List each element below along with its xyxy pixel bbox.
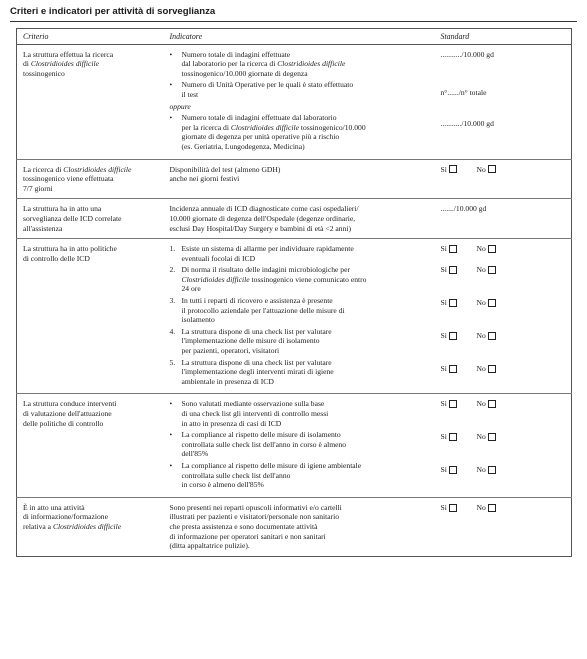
no-checkbox[interactable] (488, 266, 496, 274)
standard-cell (435, 394, 572, 497)
table-row-7-7 (17, 159, 572, 199)
standard-cell (435, 159, 572, 199)
yes-no-choice: Sì No (441, 465, 566, 475)
standard-value: .........../10.000 gd (440, 118, 494, 128)
indicatore-cell: Disponibilità del test (almeno GDH) anche nei giorni festivi (164, 159, 435, 199)
yes-checkbox[interactable] (449, 245, 457, 253)
standard-cell (435, 239, 572, 394)
no-checkbox[interactable] (488, 332, 496, 340)
yes-no-choice: Sì No (441, 432, 566, 442)
yes-no-choice: Sì No (441, 399, 566, 409)
table-row-informazione (17, 497, 572, 556)
standard-value: n°....../n° totale (440, 87, 487, 97)
header-criterio: Criterio (17, 29, 164, 45)
yes-checkbox[interactable] (449, 299, 457, 307)
yes-checkbox[interactable] (449, 266, 457, 274)
yes-no-choice: Sì No (441, 331, 566, 341)
standard-cell (435, 497, 572, 556)
list-item: • La compliance al rispetto delle misure di igiene ambientale controllata sulle check list dell'anno in corso è almeno dell'85% (169, 460, 362, 490)
table-row-sorveglianza (17, 199, 572, 239)
title-rule (10, 21, 577, 22)
criteria-table (16, 28, 572, 557)
yes-checkbox[interactable] (449, 504, 457, 512)
criterio-cell: È in atto una attività di informazione/formazione relativa a Clostridioides difficile (17, 497, 164, 556)
no-checkbox[interactable] (488, 165, 496, 173)
yes-checkbox[interactable] (449, 400, 457, 408)
no-checkbox[interactable] (488, 400, 496, 408)
yes-checkbox[interactable] (449, 466, 457, 474)
list-item: • Sono valutati mediante osservazione sulla base di una check list gli interventi di controllo messi in atto in presenza di casi di ICD (169, 399, 329, 428)
no-checkbox[interactable] (488, 504, 496, 512)
indicatore-cell (164, 394, 435, 497)
yes-no-choice: Sì No (441, 165, 566, 175)
criterio-cell: La struttura effettua la ricerca di Clostridioides difficile tossinogenico (17, 44, 164, 159)
yes-no-choice: Sì No (441, 364, 566, 374)
no-checkbox[interactable] (488, 365, 496, 373)
criterio-cell: La struttura conduce interventi di valutazione dell'attuazione delle politiche di controllo (17, 394, 164, 497)
list-item: • La compliance al rispetto delle misure di isolamento controllata sulle check list dell'anno in corso è almeno dell'85% (169, 430, 347, 459)
yes-checkbox[interactable] (449, 165, 457, 173)
yes-no-choice: Sì No (441, 244, 566, 254)
indicatore-cell: Incidenza annuale di ICD diagnosticate come casi ospedalieri/ 10.000 giornate di degenza dell'Ospedale (degenze ordinarie, esclusi Day Hospital/Day Surgery e bambini di età <2 anni) (164, 199, 435, 239)
indicatore-cell (164, 44, 435, 159)
no-checkbox[interactable] (488, 466, 496, 474)
yes-no-choice: Sì No (441, 265, 566, 275)
table-row-politiche (17, 239, 572, 394)
yes-checkbox[interactable] (449, 433, 457, 441)
yes-checkbox[interactable] (449, 332, 457, 340)
indicatore-cell: Sono presenti nei reparti opuscoli informativi e/o cartelli illustrati per pazienti e visitatori/personale non sanitario che presta assistenza e sono documentate attività di informazione per operatori sanitari e non sanitari (ditta appaltatrice pulizie). (164, 497, 435, 556)
criterio-cell: La struttura ha in atto una sorveglianza delle ICD correlate all'assistenza (17, 199, 164, 239)
oppure-label: oppure (169, 101, 191, 111)
list-item: • Numero totale di indagini effettuate dal laboratorio per la ricerca di Clostridioides difficile tossinogenico/10.000 giornate di degenza per unità operative più a rischio (es. Geriatria, Lungodegenza, Medicina) (169, 113, 366, 151)
standard-value: .........../10.000 gd (440, 49, 494, 59)
criterio-cell: La ricerca di Clostridioides difficile tossinogenico viene effettuata 7/7 giorni (17, 159, 164, 199)
yes-checkbox[interactable] (449, 365, 457, 373)
standard-cell (435, 44, 572, 159)
no-checkbox[interactable] (488, 245, 496, 253)
page-title: Criteri e indicatori per attività di sorveglianza (10, 6, 216, 17)
indicatore-cell (164, 239, 435, 394)
yes-no-choice: Sì No (441, 298, 566, 308)
table-header-row (17, 29, 572, 45)
list-item: 5. La struttura dispone di una check list per valutare l'implementazione degli interventi mirati di igiene ambientale in presenza di ICD (169, 357, 334, 386)
no-checkbox[interactable] (488, 299, 496, 307)
yes-no-choice: Sì No (441, 503, 566, 513)
list-item: 3. In tutti i reparti di ricovero e assistenza è presente il protocollo aziendale per l'attuazione delle misure di isolamento (169, 296, 345, 325)
list-item: • Numero di Unità Operative per le quali è stato effettuato il test (169, 80, 354, 99)
list-item: 4. La struttura dispone di una check list per valutare l'implementazione delle misure di isolamento per pazienti, operatori, visitatori (169, 326, 332, 356)
standard-cell (435, 199, 572, 239)
criterio-cell: La struttura ha in atto politiche di controllo delle ICD (17, 239, 164, 394)
table-row-ricerca (17, 44, 572, 159)
standard-value: ......./10.000 gd (440, 204, 487, 214)
table-row-valutazione (17, 394, 572, 497)
header-standard: Standard (435, 29, 572, 45)
no-checkbox[interactable] (488, 433, 496, 441)
list-item: 2. Di norma il risultato delle indagini microbiologiche per Clostridioides difficile tossinogenico viene comunicato entro 24 ore (169, 265, 367, 294)
header-indicatore: Indicatore (164, 29, 435, 45)
list-item: 1. Esiste un sistema di allarme per individuare rapidamente eventuali focolai di ICD (169, 244, 354, 263)
list-item: • Numero totale di indagini effettuate dal laboratorio per la ricerca di Clostridioides difficile tossinogenico/10.000 giornate di degenza (169, 49, 346, 78)
